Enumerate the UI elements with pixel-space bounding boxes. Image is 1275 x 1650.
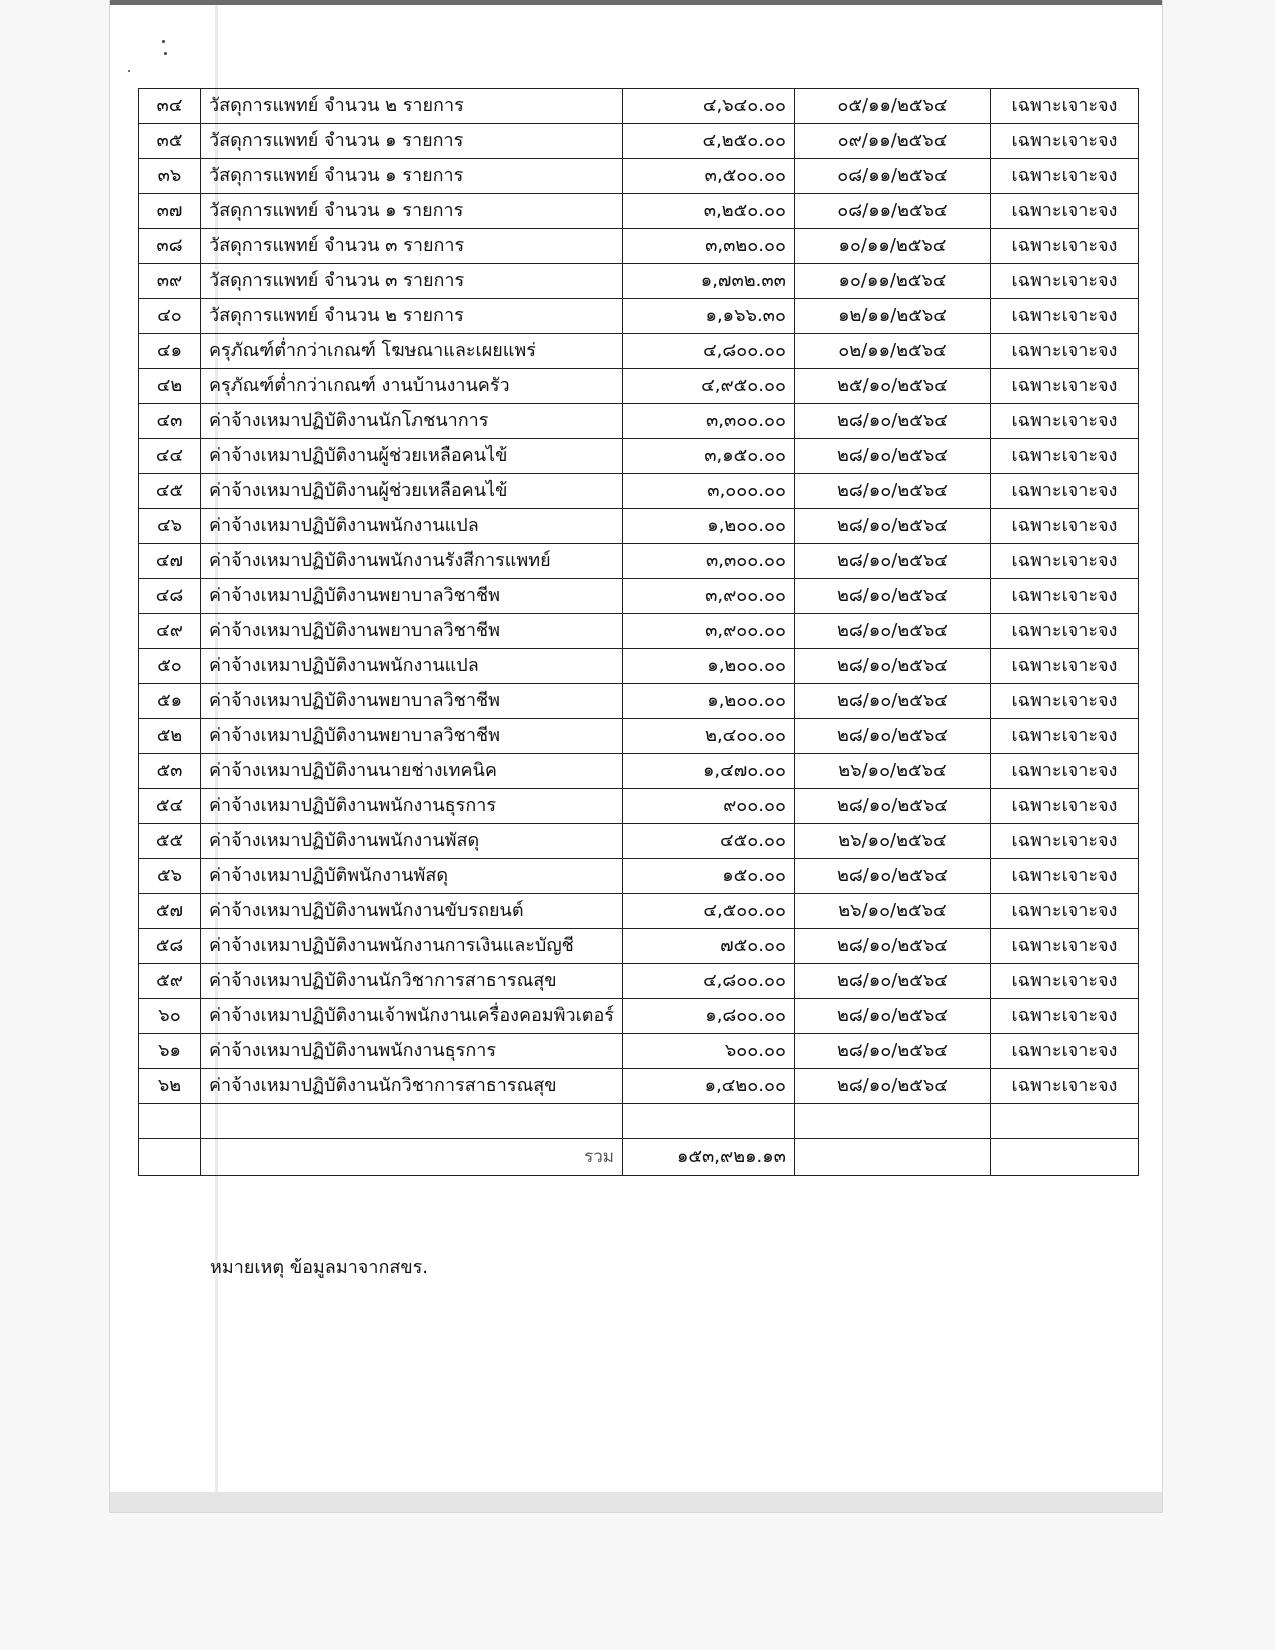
item-description: วัสดุการแพทย์ จำนวน ๑ รายการ: [201, 159, 623, 194]
table-row: [139, 1034, 1139, 1069]
table-row: [139, 1069, 1139, 1104]
amount-cell: ๗๕๐.๐๐: [622, 929, 794, 964]
procurement-method: เฉพาะเจาะจง: [990, 194, 1138, 229]
amount-cell: ๓,๑๕๐.๐๐: [622, 439, 794, 474]
date-cell: ๒๘/๑๐/๒๕๖๔: [794, 649, 990, 684]
date-cell: ๒๘/๑๐/๒๕๖๔: [794, 579, 990, 614]
date-cell: ๐๘/๑๑/๒๕๖๔: [794, 159, 990, 194]
procurement-method: เฉพาะเจาะจง: [990, 649, 1138, 684]
row-number: ๓๔: [139, 89, 201, 124]
amount-cell: ๓,๙๐๐.๐๐: [622, 614, 794, 649]
procurement-method: เฉพาะเจาะจง: [990, 684, 1138, 719]
scan-speck: [128, 70, 130, 72]
procurement-table-body: [139, 89, 1139, 1104]
date-cell: ๒๘/๑๐/๒๕๖๔: [794, 684, 990, 719]
item-description: ค่าจ้างเหมาปฏิบัติงานพยาบาลวิชาชีพ: [201, 614, 623, 649]
row-number: ๔๖: [139, 509, 201, 544]
table-row: [139, 649, 1139, 684]
row-number: ๓๙: [139, 264, 201, 299]
procurement-method: เฉพาะเจาะจง: [990, 719, 1138, 754]
date-cell: ๒๘/๑๐/๒๕๖๔: [794, 1034, 990, 1069]
row-number: ๕๒: [139, 719, 201, 754]
date-cell: ๒๘/๑๐/๒๕๖๔: [794, 404, 990, 439]
procurement-method: เฉพาะเจาะจง: [990, 929, 1138, 964]
table-row: [139, 89, 1139, 124]
item-description: วัสดุการแพทย์ จำนวน ๒ รายการ: [201, 299, 623, 334]
item-description: ค่าจ้างเหมาปฏิบัติงานนักโภชนาการ: [201, 404, 623, 439]
item-description: ค่าจ้างเหมาปฏิบัติงานพยาบาลวิชาชีพ: [201, 579, 623, 614]
amount-cell: ๑,๒๐๐.๐๐: [622, 509, 794, 544]
date-cell: ๒๘/๑๐/๒๕๖๔: [794, 474, 990, 509]
blank-cell: [990, 1139, 1138, 1176]
row-number: ๔๙: [139, 614, 201, 649]
item-description: วัสดุการแพทย์ จำนวน ๓ รายการ: [201, 229, 623, 264]
procurement-method: เฉพาะเจาะจง: [990, 544, 1138, 579]
item-description: ค่าจ้างเหมาปฏิบัติงานนักวิชาการสาธารณสุข: [201, 964, 623, 999]
blank-cell: [622, 1104, 794, 1139]
amount-cell: ๔๕๐.๐๐: [622, 824, 794, 859]
row-number: ๔๕: [139, 474, 201, 509]
blank-cell: [794, 1139, 990, 1176]
row-number: ๓๘: [139, 229, 201, 264]
amount-cell: ๒,๔๐๐.๐๐: [622, 719, 794, 754]
amount-cell: ๔,๖๔๐.๐๐: [622, 89, 794, 124]
scanned-page: [110, 0, 1162, 1512]
row-number: ๕๖: [139, 859, 201, 894]
amount-cell: ๓,๙๐๐.๐๐: [622, 579, 794, 614]
procurement-method: เฉพาะเจาะจง: [990, 789, 1138, 824]
item-description: ค่าจ้างเหมาปฏิบัติงานพนักงานขับรถยนต์: [201, 894, 623, 929]
amount-cell: ๑,๒๐๐.๐๐: [622, 684, 794, 719]
row-number: ๕๗: [139, 894, 201, 929]
procurement-method: เฉพาะเจาะจง: [990, 89, 1138, 124]
row-number: ๖๐: [139, 999, 201, 1034]
total-row: [139, 1139, 1139, 1176]
amount-cell: ๓,๕๐๐.๐๐: [622, 159, 794, 194]
procurement-method: เฉพาะเจาะจง: [990, 159, 1138, 194]
scan-speck: [162, 40, 165, 43]
item-description: ค่าจ้างเหมาปฏิบัติงานพนักงานแปล: [201, 649, 623, 684]
table-row: [139, 614, 1139, 649]
procurement-method: เฉพาะเจาะจง: [990, 334, 1138, 369]
table-row: [139, 684, 1139, 719]
row-number: ๖๑: [139, 1034, 201, 1069]
amount-cell: ๔,๙๕๐.๐๐: [622, 369, 794, 404]
item-description: ค่าจ้างเหมาปฏิบัติงานพนักงานรังสีการแพทย์: [201, 544, 623, 579]
row-number: ๔๓: [139, 404, 201, 439]
item-description: ค่าจ้างเหมาปฏิบัติงานนายช่างเทคนิค: [201, 754, 623, 789]
item-description: ค่าจ้างเหมาปฏิบัติพนักงานพัสดุ: [201, 859, 623, 894]
date-cell: ๒๘/๑๐/๒๕๖๔: [794, 509, 990, 544]
table-row: [139, 404, 1139, 439]
table-row: [139, 859, 1139, 894]
date-cell: ๒๘/๑๐/๒๕๖๔: [794, 719, 990, 754]
amount-cell: ๑,๔๗๐.๐๐: [622, 754, 794, 789]
table-row: [139, 439, 1139, 474]
date-cell: ๒๖/๑๐/๒๕๖๔: [794, 824, 990, 859]
date-cell: ๒๖/๑๐/๒๕๖๔: [794, 754, 990, 789]
row-number: ๓๕: [139, 124, 201, 159]
item-description: ครุภัณฑ์ต่ำกว่าเกณฑ์ โฆษณาและเผยแพร่: [201, 334, 623, 369]
procurement-method: เฉพาะเจาะจง: [990, 614, 1138, 649]
table-row: [139, 229, 1139, 264]
amount-cell: ๓,๓๐๐.๐๐: [622, 544, 794, 579]
amount-cell: ๔,๒๕๐.๐๐: [622, 124, 794, 159]
remark-note: หมายเหตุ ข้อมูลมาจากสขร.: [210, 1257, 429, 1278]
date-cell: ๒๕/๑๐/๒๕๖๔: [794, 369, 990, 404]
row-number: ๔๐: [139, 299, 201, 334]
row-number: ๕๓: [139, 754, 201, 789]
table-row: [139, 824, 1139, 859]
date-cell: ๒๘/๑๐/๒๕๖๔: [794, 929, 990, 964]
table-row: [139, 789, 1139, 824]
table-row: [139, 194, 1139, 229]
blank-cell: [794, 1104, 990, 1139]
item-description: ค่าจ้างเหมาปฏิบัติงานผู้ช่วยเหลือคนไข้: [201, 439, 623, 474]
procurement-table: [138, 88, 1139, 1176]
procurement-method: เฉพาะเจาะจง: [990, 369, 1138, 404]
procurement-method: เฉพาะเจาะจง: [990, 1034, 1138, 1069]
row-number: ๖๒: [139, 1069, 201, 1104]
procurement-method: เฉพาะเจาะจง: [990, 299, 1138, 334]
amount-cell: ๔,๕๐๐.๐๐: [622, 894, 794, 929]
item-description: ค่าจ้างเหมาปฏิบัติงานผู้ช่วยเหลือคนไข้: [201, 474, 623, 509]
table-row: [139, 159, 1139, 194]
date-cell: ๒๘/๑๐/๒๕๖๔: [794, 789, 990, 824]
procurement-method: เฉพาะเจาะจง: [990, 894, 1138, 929]
row-number: ๕๑: [139, 684, 201, 719]
date-cell: ๐๒/๑๑/๒๕๖๔: [794, 334, 990, 369]
item-description: ค่าจ้างเหมาปฏิบัติงานพนักงานการเงินและบัญชี: [201, 929, 623, 964]
amount-cell: ๑,๗๓๒.๓๓: [622, 264, 794, 299]
procurement-method: เฉพาะเจาะจง: [990, 999, 1138, 1034]
blank-cell: [990, 1104, 1138, 1139]
date-cell: ๒๘/๑๐/๒๕๖๔: [794, 614, 990, 649]
procurement-method: เฉพาะเจาะจง: [990, 229, 1138, 264]
total-label: รวม: [201, 1139, 623, 1176]
amount-cell: ๓,๐๐๐.๐๐: [622, 474, 794, 509]
table-row: [139, 474, 1139, 509]
date-cell: ๒๘/๑๐/๒๕๖๔: [794, 439, 990, 474]
item-description: ค่าจ้างเหมาปฏิบัติงานพนักงานธุรการ: [201, 1034, 623, 1069]
item-description: ค่าจ้างเหมาปฏิบัติงานพนักงานแปล: [201, 509, 623, 544]
item-description: วัสดุการแพทย์ จำนวน ๑ รายการ: [201, 124, 623, 159]
procurement-method: เฉพาะเจาะจง: [990, 824, 1138, 859]
row-number: ๓๗: [139, 194, 201, 229]
date-cell: ๐๕/๑๑/๒๕๖๔: [794, 89, 990, 124]
date-cell: ๒๘/๑๐/๒๕๖๔: [794, 999, 990, 1034]
item-description: ค่าจ้างเหมาปฏิบัติงานพนักงานพัสดุ: [201, 824, 623, 859]
procurement-method: เฉพาะเจาะจง: [990, 754, 1138, 789]
row-number: ๔๗: [139, 544, 201, 579]
item-description: วัสดุการแพทย์ จำนวน ๓ รายการ: [201, 264, 623, 299]
row-number: ๕๘: [139, 929, 201, 964]
date-cell: ๑๐/๑๑/๒๕๖๔: [794, 229, 990, 264]
amount-cell: ๓,๒๕๐.๐๐: [622, 194, 794, 229]
item-description: วัสดุการแพทย์ จำนวน ๒ รายการ: [201, 89, 623, 124]
table-row: [139, 999, 1139, 1034]
amount-cell: ๑,๘๐๐.๐๐: [622, 999, 794, 1034]
table-row: [139, 544, 1139, 579]
date-cell: ๑๐/๑๑/๒๕๖๔: [794, 264, 990, 299]
table-row: [139, 719, 1139, 754]
row-number: ๕๔: [139, 789, 201, 824]
row-number: ๔๘: [139, 579, 201, 614]
item-description: ค่าจ้างเหมาปฏิบัติงานเจ้าพนักงานเครื่องคอมพิวเตอร์: [201, 999, 623, 1034]
scan-speck: [164, 52, 167, 55]
date-cell: ๐๘/๑๑/๒๕๖๔: [794, 194, 990, 229]
item-description: ครุภัณฑ์ต่ำกว่าเกณฑ์ งานบ้านงานครัว: [201, 369, 623, 404]
procurement-method: เฉพาะเจาะจง: [990, 964, 1138, 999]
amount-cell: ๑,๒๐๐.๐๐: [622, 649, 794, 684]
procurement-method: เฉพาะเจาะจง: [990, 124, 1138, 159]
amount-cell: ๓,๓๐๐.๐๐: [622, 404, 794, 439]
row-number: ๕๙: [139, 964, 201, 999]
date-cell: ๑๒/๑๑/๒๕๖๔: [794, 299, 990, 334]
amount-cell: ๙๐๐.๐๐: [622, 789, 794, 824]
row-number: ๔๑: [139, 334, 201, 369]
table-row: [139, 369, 1139, 404]
date-cell: ๐๙/๑๑/๒๕๖๔: [794, 124, 990, 159]
table-row: [139, 334, 1139, 369]
procurement-method: เฉพาะเจาะจง: [990, 439, 1138, 474]
blank-cell: [139, 1139, 201, 1176]
scan-bottom-edge: [110, 1492, 1162, 1512]
blank-cell: [139, 1104, 201, 1139]
procurement-method: เฉพาะเจาะจง: [990, 509, 1138, 544]
blank-cell: [201, 1104, 623, 1139]
amount-cell: ๑,๑๖๖.๓๐: [622, 299, 794, 334]
table-row: [139, 894, 1139, 929]
procurement-method: เฉพาะเจาะจง: [990, 859, 1138, 894]
date-cell: ๒๘/๑๐/๒๕๖๔: [794, 544, 990, 579]
procurement-method: เฉพาะเจาะจง: [990, 579, 1138, 614]
total-amount: ๑๕๓,๙๒๑.๑๓: [622, 1139, 794, 1176]
table-row: [139, 579, 1139, 614]
date-cell: ๒๘/๑๐/๒๕๖๔: [794, 859, 990, 894]
date-cell: ๒๖/๑๐/๒๕๖๔: [794, 894, 990, 929]
amount-cell: ๓,๓๒๐.๐๐: [622, 229, 794, 264]
procurement-method: เฉพาะเจาะจง: [990, 264, 1138, 299]
table-row: [139, 124, 1139, 159]
table-row: [139, 929, 1139, 964]
item-description: ค่าจ้างเหมาปฏิบัติงานพยาบาลวิชาชีพ: [201, 684, 623, 719]
item-description: ค่าจ้างเหมาปฏิบัติงานพยาบาลวิชาชีพ: [201, 719, 623, 754]
table-row: [139, 264, 1139, 299]
procurement-method: เฉพาะเจาะจง: [990, 474, 1138, 509]
date-cell: ๒๘/๑๐/๒๕๖๔: [794, 964, 990, 999]
item-description: ค่าจ้างเหมาปฏิบัติงานพนักงานธุรการ: [201, 789, 623, 824]
amount-cell: ๖๐๐.๐๐: [622, 1034, 794, 1069]
procurement-method: เฉพาะเจาะจง: [990, 404, 1138, 439]
row-number: ๓๖: [139, 159, 201, 194]
amount-cell: ๔,๘๐๐.๐๐: [622, 964, 794, 999]
amount-cell: ๑,๔๒๐.๐๐: [622, 1069, 794, 1104]
procurement-method: เฉพาะเจาะจง: [990, 1069, 1138, 1104]
amount-cell: ๑๕๐.๐๐: [622, 859, 794, 894]
amount-cell: ๔,๘๐๐.๐๐: [622, 334, 794, 369]
date-cell: ๒๘/๑๐/๒๕๖๔: [794, 1069, 990, 1104]
table-row: [139, 509, 1139, 544]
row-number: ๔๒: [139, 369, 201, 404]
table-row: [139, 754, 1139, 789]
item-description: ค่าจ้างเหมาปฏิบัติงานนักวิชาการสาธารณสุข: [201, 1069, 623, 1104]
item-description: วัสดุการแพทย์ จำนวน ๑ รายการ: [201, 194, 623, 229]
table-row: [139, 299, 1139, 334]
blank-row: [139, 1104, 1139, 1139]
scan-top-edge: [110, 0, 1162, 5]
row-number: ๔๔: [139, 439, 201, 474]
table-row: [139, 964, 1139, 999]
row-number: ๕๐: [139, 649, 201, 684]
row-number: ๕๕: [139, 824, 201, 859]
